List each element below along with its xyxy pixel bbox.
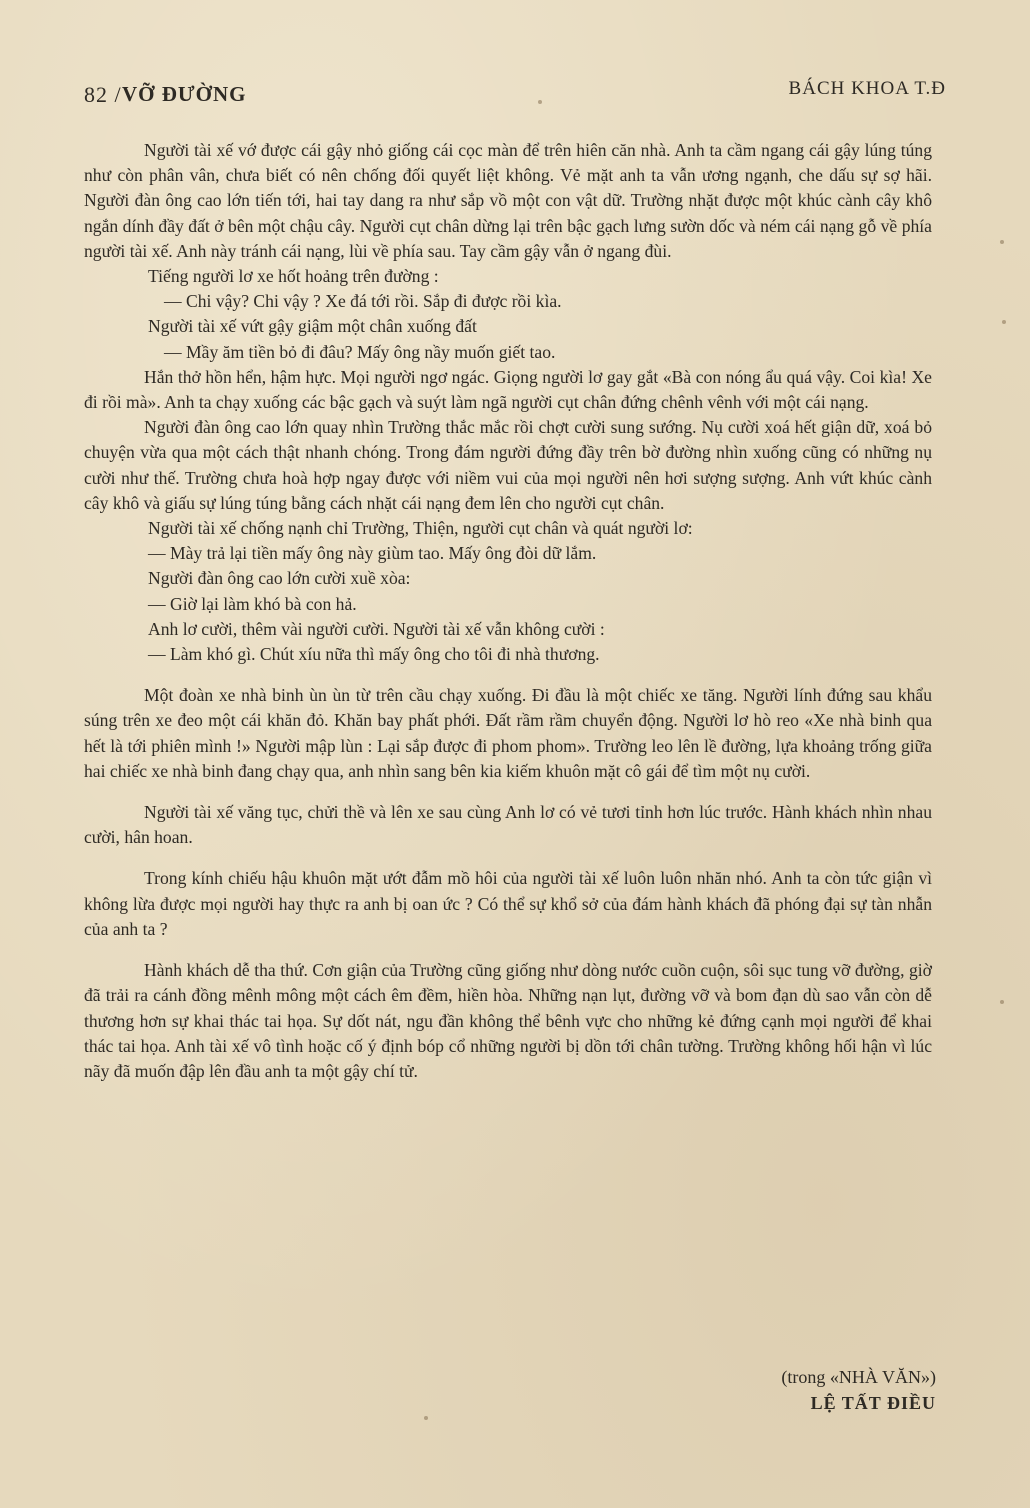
paragraph: Anh lơ cười, thêm vài người cười. Người tài xế vẫn không cười : (148, 618, 605, 639)
dialogue-line: — Chi vậy? Chi vậy ? Xe đá tới rồi. Sắp đi được rồi kìa. (164, 291, 562, 312)
credit-author: LỆ TẤT ĐIỀU (810, 1393, 936, 1413)
paragraph: Người đàn ông cao lớn quay nhìn Trường thắc mắc rồi chợt cười sung sướng. Nụ cười xoá hết giận dữ, xoá bỏ chuyện vừa qua một cách thật nhanh chóng. Trong đám người đứng đầy trên bờ đường nhìn xuống cũng có những nụ cười như thế. Trường chưa hoà hợp ngay được với niềm vui của mọi người nên hơi sượng sượng. Anh vứt khúc cành cây khô và giấu sự lúng túng bằng cách nhặt cái nạng đem lên cho người cụt chân. (84, 417, 932, 513)
article-body (84, 138, 932, 1084)
magazine-name: BÁCH KHOA T.Đ (788, 78, 946, 99)
credit-source: (trong «NHÀ VĂN») (781, 1367, 936, 1387)
paper-speck (1002, 320, 1006, 324)
paragraph: Trong kính chiếu hậu khuôn mặt ướt đẫm mồ hôi của người tài xế luôn luôn nhăn nhó. Anh ta còn tức giận vì không lừa được mọi người hay thực ra anh bị oan ức ? Có thể sự khổ sở của đám hành khách đã phóng đại sự tàn nhẫn của anh ta ? (84, 868, 932, 939)
paragraph: Người tài xế chống nạnh chỉ Trường, Thiện, người cụt chân và quát người lơ: (148, 518, 693, 539)
paper-speck (538, 100, 542, 104)
article-credit (781, 1364, 936, 1416)
dialogue-line: — Giờ lại làm khó bà con hả. (148, 593, 357, 614)
paper-speck (1000, 240, 1004, 244)
section-title: VỠ ĐƯỜNG (122, 82, 247, 106)
paragraph: Tiếng người lơ xe hốt hoảng trên đường : (148, 266, 439, 287)
paragraph: Một đoàn xe nhà binh ùn ùn từ trên cầu chạy xuống. Đi đầu là một chiếc xe tăng. Người lính đứng sau khẩu súng trên xe đeo một cái khăn đỏ. Khăn bay phất phới. Đất rầm rầm chuyển động. Người lơ hò reo «Xe nhà binh qua hết là tới phiên mình !» Người mập lùn : Lại sắp được đi phom phom». Trường leo lên lề đường, lựa khoảng trống giữa hai chiếc xe nhà binh đang chạy qua, anh nhìn sang bên kia kiếm khuôn mặt cô gái để tìm một nụ cười. (84, 685, 932, 781)
paragraph: Người tài xế vứt gậy giậm một chân xuống đất (148, 316, 477, 337)
paper-speck (1000, 1000, 1004, 1004)
dialogue-line: — Mày trả lại tiền mấy ông này giùm tao. Mấy ông đòi dữ lắm. (148, 543, 597, 564)
paragraph: Hắn thở hồn hển, hậm hực. Mọi người ngơ ngác. Giọng người lơ gay gắt «Bà con nóng ẩu quá vậy. Coi kìa! Xe đi rồi mà». Anh ta chạy xuống các bậc gạch và suýt làm ngã người cụt chân đứng chênh vênh với một cái nạng. (84, 366, 932, 413)
paper-speck (424, 1416, 428, 1420)
page-number: 82 / (84, 82, 122, 107)
paragraph: Người tài xế vớ được cái gậy nhỏ giống cái cọc màn để trên hiên căn nhà. Anh ta cầm ngang cái gậy lúng túng như còn phân vân, chưa biết có nên chống đối quyết liệt không. Vẻ mặt anh ta vẫn ương ngạnh, che dấu sự sợ hãi. Người đàn ông cao lớn tiến tới, hai tay dang ra như sắp vồ một con vật dữ. Trường nhặt được một khúc cành cây khô ngắn dính đầy đất ở bên một chậu cây. Người cụt chân dừng lại trên bậc gạch lưng sườn dốc và ném cái nạng gỗ về phía người tài xế. Anh này tránh cái nạng, lùi về phía sau. Tay cầm gậy vẫn ở ngang đùi. (84, 140, 932, 261)
paragraph: Người đàn ông cao lớn cười xuề xòa: (148, 568, 411, 589)
page-header (84, 78, 946, 112)
paragraph: Hành khách dễ tha thứ. Cơn giận của Trường cũng giống như dòng nước cuồn cuộn, sôi sục tung vỡ đường, giờ đã trải ra cánh đồng mênh mông một cách êm đềm, hiền hòa. Những nạn lụt, đường vỡ và bom đạn dù sao vẫn còn dễ thương hơn sự khai thác tai họa. Sự dốt nát, ngu đần không thể bênh vực cho những kẻ đứng cạnh mọi người để khai thác tai họa. Anh tài xế vô tình hoặc cố ý định bóp cổ những người bị dồn tới chân tường. Trường không hối hận vì lúc nãy đã muốn đập lên đầu anh ta một gậy chí tử. (84, 960, 932, 1081)
dialogue-line: — Mầy ăm tiền bỏ đi đâu? Mấy ông nầy muốn giết tao. (164, 341, 556, 362)
dialogue-line: — Làm khó gì. Chút xíu nữa thì mấy ông cho tôi đi nhà thương. (148, 644, 600, 665)
paragraph: Người tài xế văng tục, chửi thề và lên xe sau cùng Anh lơ có vẻ tươi tỉnh hơn lúc trước. Hành khách nhìn nhau cười, hân hoan. (84, 802, 932, 848)
